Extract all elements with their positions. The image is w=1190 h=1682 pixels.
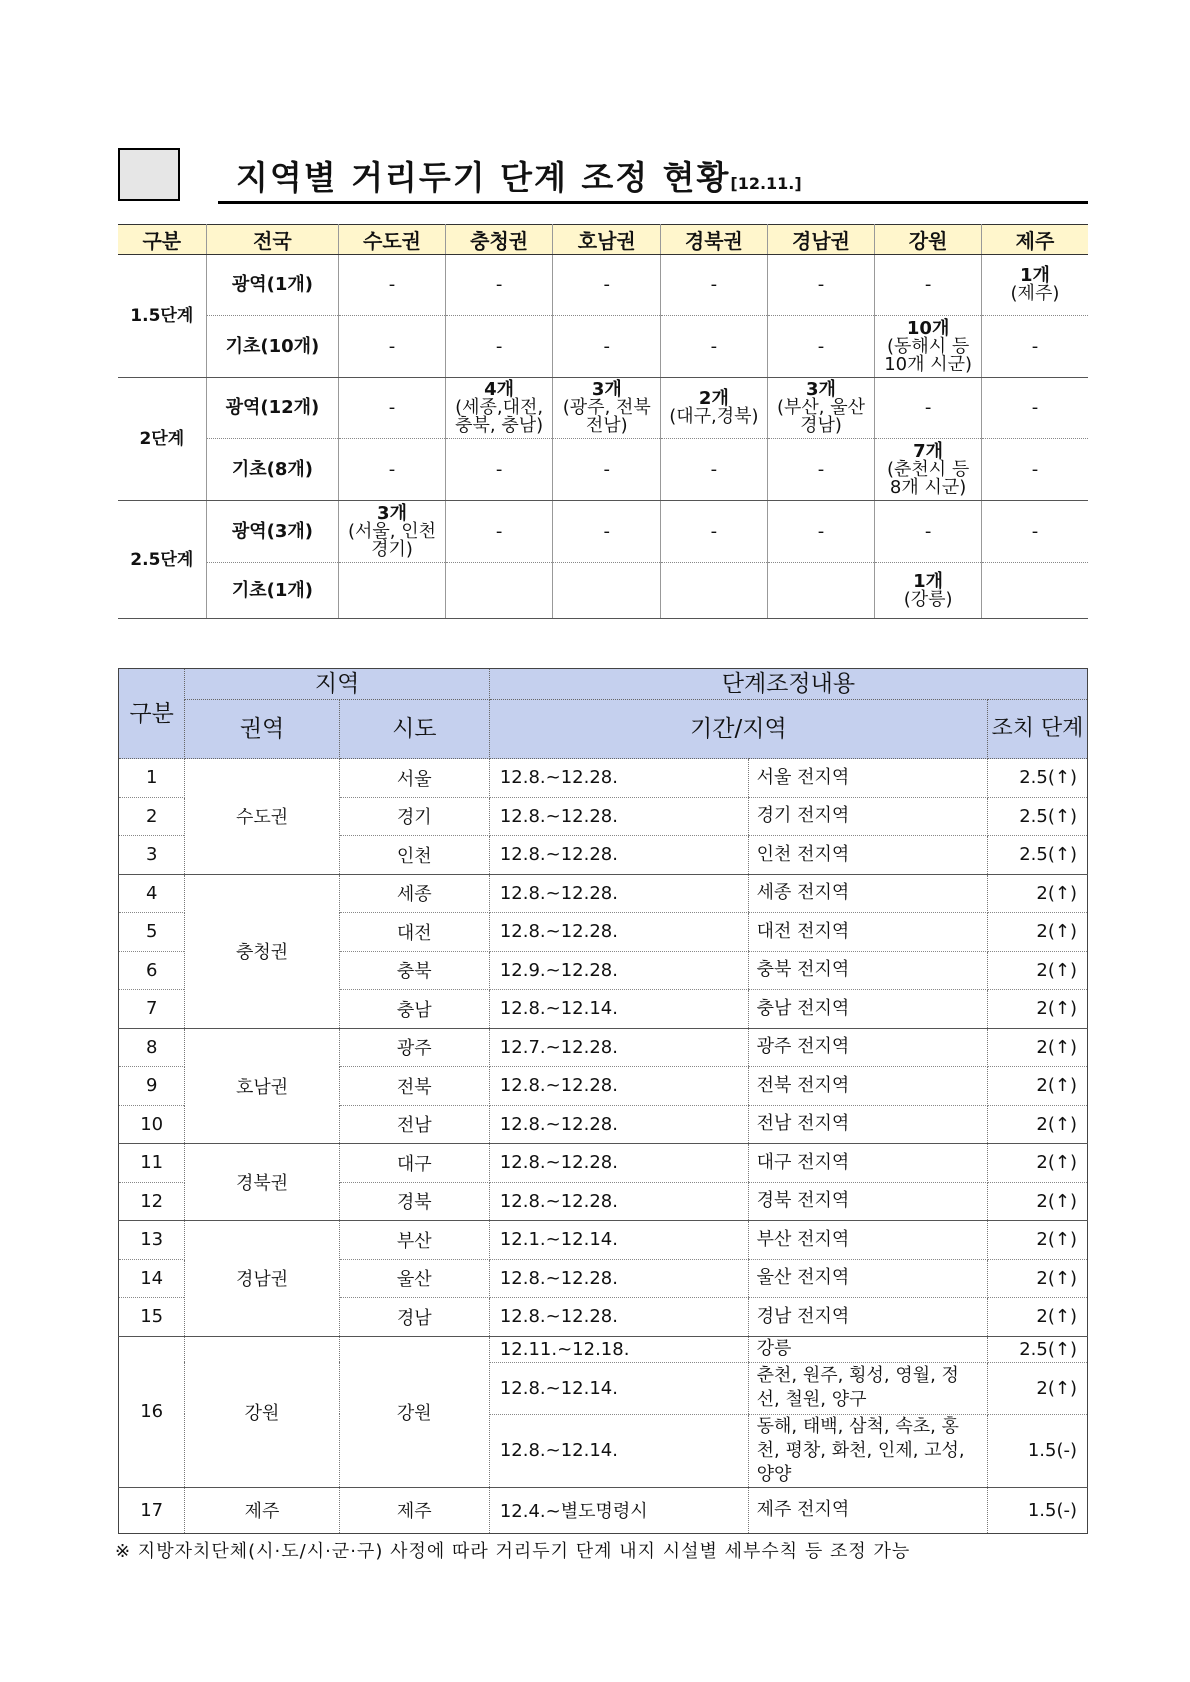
row-number: 14 (119, 1259, 185, 1298)
summary-cell (981, 255, 1088, 316)
summary-cell (445, 316, 553, 378)
summary-cell (445, 563, 553, 619)
step-cell: 2(↑) (987, 1144, 1087, 1183)
summary-cell (875, 439, 982, 501)
scope-label: 광역(1개) (206, 255, 339, 316)
step-cell: 2(↑) (987, 874, 1087, 913)
summary-header-cell: 제주 (981, 225, 1088, 255)
step-cell: 2(↑) (987, 951, 1087, 990)
summary-cell (981, 501, 1088, 563)
row-number: 17 (119, 1487, 185, 1533)
step-cell: 2(↑) (987, 913, 1087, 952)
region-count: - (603, 458, 611, 480)
summary-cell (661, 378, 768, 439)
area-cell: 충북 전지역 (748, 951, 987, 990)
region-count: 7개 (913, 440, 944, 462)
summary-cell (339, 439, 446, 501)
area-cell: 춘천, 원주, 횡성, 영월, 정선, 철원, 양구 (748, 1362, 987, 1414)
summary-cell (339, 378, 446, 439)
region-count: - (924, 520, 932, 542)
region-count: - (388, 274, 396, 295)
area-cell: 경남 전지역 (748, 1298, 987, 1337)
region-count: - (388, 335, 396, 357)
summary-row (118, 378, 1088, 439)
summary-cell (875, 255, 982, 316)
region-count: - (388, 458, 396, 480)
period-cell: 12.8.~12.28. (489, 1298, 748, 1337)
sido-cell: 인천 (339, 836, 489, 875)
summary-row (118, 563, 1088, 619)
table-row (119, 759, 1088, 798)
summary-cell (445, 378, 553, 439)
row-number: 3 (119, 836, 185, 875)
area-cell: 인천 전지역 (748, 836, 987, 875)
summary-cell (339, 316, 446, 378)
summary-cell (339, 255, 446, 316)
area-cell: 세종 전지역 (748, 874, 987, 913)
sido-cell: 서울 (339, 759, 489, 798)
scope-label: 기초(10개) (206, 316, 339, 378)
summary-cell (767, 378, 875, 439)
summary-cell (661, 563, 768, 619)
table-row (119, 1221, 1088, 1260)
summary-cell (445, 439, 553, 501)
detail-body (119, 759, 1088, 1534)
region-count: - (1031, 335, 1039, 357)
summary-header-cell: 경북권 (661, 225, 768, 255)
region-detail: (서울, 인천 경기) (348, 520, 437, 560)
period-cell: 12.8.~12.14. (489, 1362, 748, 1414)
header-step: 조치 단계 (987, 700, 1087, 759)
summary-cell (767, 439, 875, 501)
gwon-cell: 호남권 (185, 1028, 339, 1144)
scope-label: 기초(8개) (206, 439, 339, 501)
sido-cell: 경북 (339, 1182, 489, 1221)
area-cell: 부산 전지역 (748, 1221, 987, 1260)
area-cell: 경기 전지역 (748, 797, 987, 836)
summary-cell (553, 563, 661, 619)
region-count: - (817, 458, 825, 480)
summary-cell (661, 501, 768, 563)
period-cell: 12.8.~12.28. (489, 759, 748, 798)
period-cell: 12.1.~12.14. (489, 1221, 748, 1260)
period-cell: 12.8.~12.28. (489, 1144, 748, 1183)
scope-label: 광역(3개) (206, 501, 339, 563)
summary-cell (981, 378, 1088, 439)
region-count: - (495, 335, 503, 357)
period-cell: 12.11.~12.18. (489, 1336, 748, 1362)
step-cell: 2.5(↑) (987, 759, 1087, 798)
summary-header-cell: 구분 (118, 225, 206, 255)
area-cell: 강릉 (748, 1336, 987, 1362)
row-number: 11 (119, 1144, 185, 1183)
region-detail: (광주, 전북 전남) (562, 397, 651, 436)
summary-cell (553, 501, 661, 563)
summary-header-cell: 강원 (875, 225, 982, 255)
stage-label: 2.5단계 (118, 501, 206, 619)
summary-header-row (118, 225, 1088, 255)
region-detail: (제주) (1010, 283, 1060, 304)
step-cell: 2(↑) (987, 1221, 1087, 1260)
region-count: - (603, 520, 611, 542)
area-cell: 광주 전지역 (748, 1028, 987, 1067)
region-count: - (710, 274, 718, 295)
region-count: - (1031, 458, 1039, 480)
sido-cell: 대구 (339, 1144, 489, 1183)
region-detail: (부산, 울산 경남) (776, 397, 866, 436)
sido-cell: 경기 (339, 797, 489, 836)
area-cell: 대전 전지역 (748, 913, 987, 952)
area-cell: 전남 전지역 (748, 1105, 987, 1144)
summary-cell (339, 563, 446, 619)
step-cell: 2(↑) (987, 1362, 1087, 1414)
title-text: 지역별 거리두기 단계 조정 현황 (236, 158, 731, 197)
detail-table (118, 668, 1088, 1534)
summary-header-cell: 충청권 (445, 225, 553, 255)
region-count: - (1031, 397, 1039, 418)
summary-cell (767, 563, 875, 619)
region-count: 2개 (698, 388, 729, 409)
gwon-cell: 강원 (185, 1336, 339, 1487)
area-cell: 울산 전지역 (748, 1259, 987, 1298)
gwon-cell: 제주 (185, 1487, 339, 1533)
row-number: 9 (119, 1067, 185, 1106)
region-count: 1개 (1019, 265, 1050, 286)
period-cell: 12.8.~12.28. (489, 1105, 748, 1144)
summary-cell (981, 439, 1088, 501)
period-cell: 12.8.~12.28. (489, 1067, 748, 1106)
sido-cell: 전북 (339, 1067, 489, 1106)
area-cell: 제주 전지역 (748, 1487, 987, 1533)
page-title (236, 152, 802, 199)
table-row (119, 1028, 1088, 1067)
period-cell: 12.4.~별도명령시 (489, 1487, 748, 1533)
table-row (119, 1487, 1088, 1533)
summary-cell (661, 316, 768, 378)
region-count: - (710, 335, 718, 357)
region-count: - (495, 520, 503, 542)
summary-cell (661, 439, 768, 501)
step-cell: 2.5(↑) (987, 797, 1087, 836)
step-cell: 2.5(↑) (987, 836, 1087, 875)
row-number: 2 (119, 797, 185, 836)
step-cell: 1.5(-) (987, 1414, 1087, 1487)
header-region: 지역 (185, 669, 490, 700)
summary-cell (553, 255, 661, 316)
header-adjust: 단계조정내용 (489, 669, 1087, 700)
region-count: - (924, 274, 932, 295)
region-detail: (춘천시 등 8개 시군) (886, 458, 970, 498)
summary-cell (875, 563, 982, 619)
stage-label: 1.5단계 (118, 255, 206, 378)
header-sido: 시도 (339, 700, 489, 759)
region-count: 3개 (591, 379, 622, 400)
region-count: 3개 (806, 379, 836, 400)
row-number: 12 (119, 1182, 185, 1221)
summary-table (118, 224, 1088, 619)
period-cell: 12.8.~12.28. (489, 836, 748, 875)
summary-cell (875, 378, 982, 439)
period-cell: 12.8.~12.28. (489, 1259, 748, 1298)
stage-label: 2단계 (118, 378, 206, 501)
summary-cell (661, 255, 768, 316)
sido-cell: 울산 (339, 1259, 489, 1298)
scope-label: 광역(12개) (206, 378, 339, 439)
period-cell: 12.8.~12.28. (489, 1182, 748, 1221)
region-count: - (388, 397, 396, 418)
summary-cell (553, 378, 661, 439)
summary-cell (445, 255, 553, 316)
region-count: - (495, 274, 503, 295)
summary-body (118, 255, 1088, 619)
period-cell: 12.8.~12.14. (489, 990, 748, 1029)
summary-header-cell: 전국 (206, 225, 339, 255)
region-detail: (세종,대전, 충북, 충남) (455, 397, 544, 436)
region-count: 3개 (377, 502, 407, 524)
row-number: 16 (119, 1336, 185, 1487)
header-gwon: 권역 (185, 700, 339, 759)
summary-cell (553, 316, 661, 378)
summary-row (118, 439, 1088, 501)
table-row (119, 1336, 1088, 1362)
summary-cell (767, 501, 875, 563)
summary-cell (981, 563, 1088, 619)
area-cell: 충남 전지역 (748, 990, 987, 1029)
region-detail: (강릉) (903, 588, 953, 610)
region-count: 1개 (913, 570, 944, 592)
sido-cell: 충남 (339, 990, 489, 1029)
region-count: - (817, 520, 825, 542)
title-underline (218, 201, 1088, 204)
table-row (119, 874, 1088, 913)
row-number: 8 (119, 1028, 185, 1067)
summary-cell (767, 316, 875, 378)
table-row (119, 1144, 1088, 1183)
summary-cell (981, 316, 1088, 378)
region-count: - (817, 335, 825, 357)
step-cell: 2(↑) (987, 1028, 1087, 1067)
summary-cell (767, 255, 875, 316)
header-gubun: 구분 (119, 669, 185, 759)
summary-cell (445, 501, 553, 563)
row-number: 13 (119, 1221, 185, 1260)
sido-cell: 충북 (339, 951, 489, 990)
sido-cell: 세종 (339, 874, 489, 913)
summary-header-cell: 수도권 (339, 225, 446, 255)
region-count: 4개 (484, 379, 515, 400)
step-cell: 2.5(↑) (987, 1336, 1087, 1362)
summary-cell (875, 316, 982, 378)
summary-cell (875, 501, 982, 563)
area-cell: 서울 전지역 (748, 759, 987, 798)
sido-cell: 경남 (339, 1298, 489, 1337)
summary-header-cell: 경남권 (767, 225, 875, 255)
sido-cell: 제주 (339, 1487, 489, 1533)
region-count: - (603, 335, 611, 357)
row-number: 1 (119, 759, 185, 798)
row-number: 4 (119, 874, 185, 913)
summary-cell (339, 501, 446, 563)
step-cell: 2(↑) (987, 1259, 1087, 1298)
gwon-cell: 충청권 (185, 874, 339, 1028)
region-count: - (710, 458, 718, 480)
sido-cell: 전남 (339, 1105, 489, 1144)
region-count: - (603, 274, 611, 295)
title-date: [12.11.] (730, 174, 802, 193)
summary-row (118, 501, 1088, 563)
region-count: - (1031, 520, 1039, 542)
step-cell: 1.5(-) (987, 1487, 1087, 1533)
sido-cell: 강원 (339, 1336, 489, 1487)
period-cell: 12.8.~12.14. (489, 1414, 748, 1487)
gwon-cell: 경북권 (185, 1144, 339, 1221)
period-cell: 12.7.~12.28. (489, 1028, 748, 1067)
area-cell: 대구 전지역 (748, 1144, 987, 1183)
summary-cell (553, 439, 661, 501)
row-number: 6 (119, 951, 185, 990)
step-cell: 2(↑) (987, 1182, 1087, 1221)
row-number: 7 (119, 990, 185, 1029)
region-count: - (710, 520, 718, 542)
sido-cell: 부산 (339, 1221, 489, 1260)
period-cell: 12.8.~12.28. (489, 797, 748, 836)
header-period-area: 기간/지역 (489, 700, 987, 759)
region-count: 10개 (906, 317, 950, 339)
gwon-cell: 수도권 (185, 759, 339, 875)
row-number: 5 (119, 913, 185, 952)
step-cell: 2(↑) (987, 1105, 1087, 1144)
area-cell: 경북 전지역 (748, 1182, 987, 1221)
row-number: 10 (119, 1105, 185, 1144)
title-box-decoration (118, 148, 180, 201)
step-cell: 2(↑) (987, 1067, 1087, 1106)
sido-cell: 광주 (339, 1028, 489, 1067)
period-cell: 12.9.~12.28. (489, 951, 748, 990)
area-cell: 전북 전지역 (748, 1067, 987, 1106)
region-count: - (495, 458, 503, 480)
region-detail: (동해시 등 10개 시군) (884, 335, 973, 375)
summary-row (118, 255, 1088, 316)
step-cell: 2(↑) (987, 1298, 1087, 1337)
sido-cell: 대전 (339, 913, 489, 952)
gwon-cell: 경남권 (185, 1221, 339, 1337)
step-cell: 2(↑) (987, 990, 1087, 1029)
period-cell: 12.8.~12.28. (489, 913, 748, 952)
footnote: ※ 지방자치단체(시·도/시·군·구) 사정에 따라 거리두기 단계 내지 시설별 세부수칙 등 조정 가능 (115, 1541, 911, 1562)
region-count: - (924, 397, 932, 418)
row-number: 15 (119, 1298, 185, 1337)
region-count: - (817, 274, 825, 295)
summary-header-cell: 호남권 (553, 225, 661, 255)
region-detail: (대구,경북) (669, 406, 759, 427)
scope-label: 기초(1개) (206, 563, 339, 619)
area-cell: 동해, 태백, 삼척, 속초, 홍천, 평창, 화천, 인제, 고성, 양양 (748, 1414, 987, 1487)
summary-row (118, 316, 1088, 378)
period-cell: 12.8.~12.28. (489, 874, 748, 913)
